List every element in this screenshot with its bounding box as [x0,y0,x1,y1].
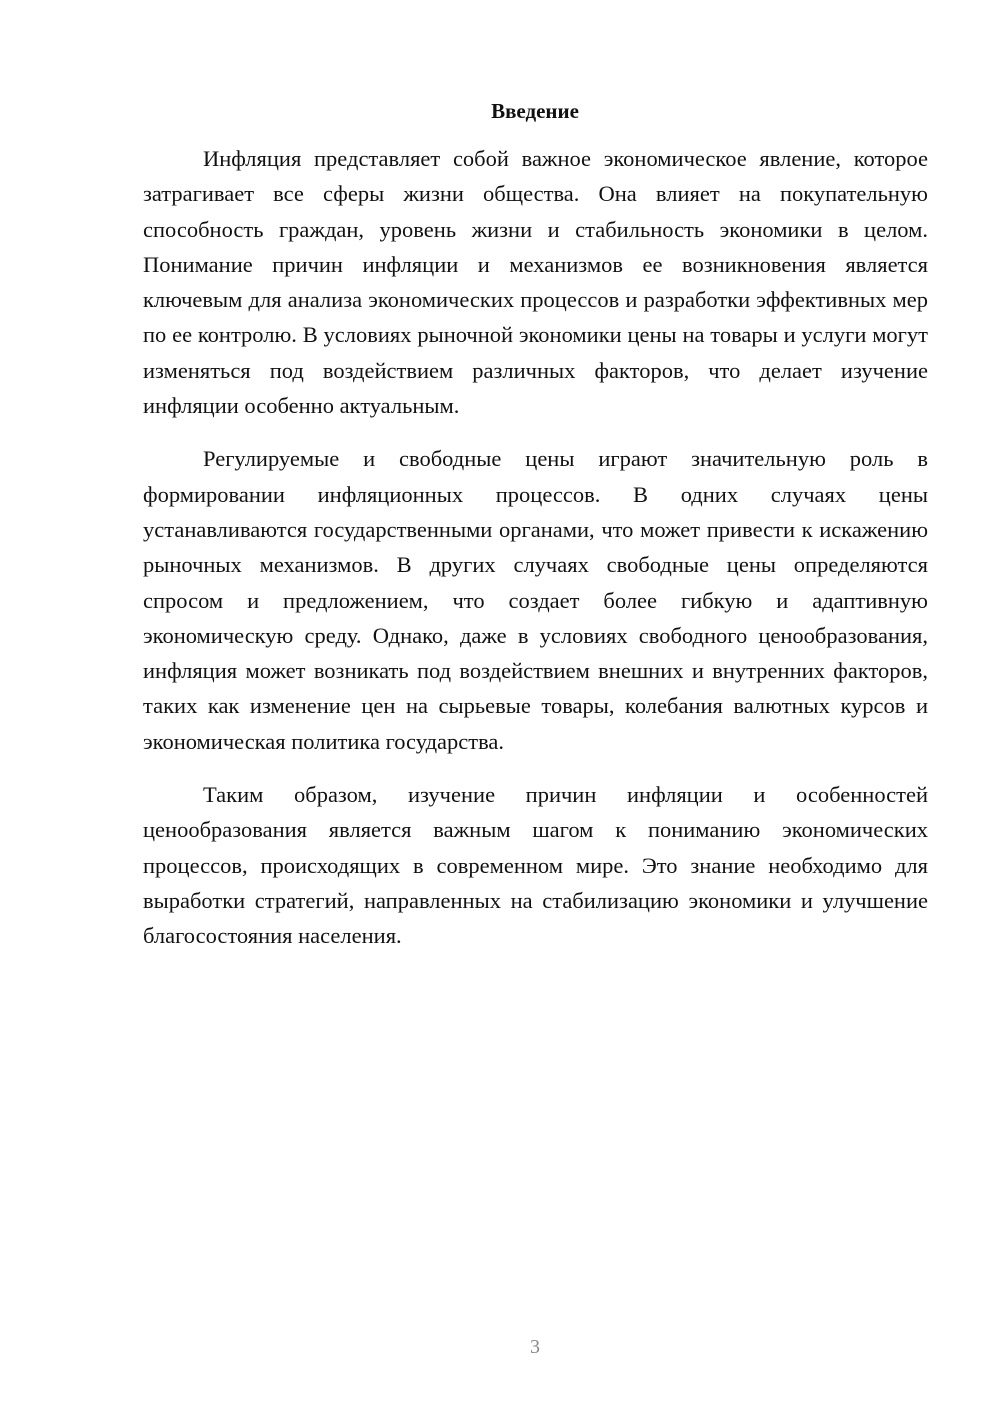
document-body [143,141,928,972]
paragraph-2: Регулируемые и свободные цены играют значительную роль в формировании инфляционных процессов. В одних случаях цены устанавливаются государственными органами, что может привести к искажению рыночных механизмов. В других случаях свободные цены определяются спросом и предложением, что создает более гибкую и адаптивную экономическую среду. Однако, даже в условиях свободного ценообразования, инфляция может возникать под воздействием внешних и внутренних факторов, таких как изменение цен на сырьевые товары, колебания валютных курсов и экономическая политика государства. [143,446,928,754]
page-number: 3 [530,1336,540,1358]
paragraph-3: Таким образом, изучение причин инфляции и особенностей ценообразования является важным шагом к пониманию экономических процессов, происходящих в современном мире. Это знание необходимо для выработки стратегий, направленных на стабилизацию экономики и улучшение благосостояния населения. [143,782,928,949]
section-title: Введение [491,99,579,123]
paragraph-1: Инфляция представляет собой важное экономическое явление, которое затрагивает все сферы жизни общества. Она влияет на покупательную способность граждан, уровень жизни и стабильность экономики в целом. Понимание причин инфляции и механизмов ее возникновения является ключевым для анализа экономических процессов и разработки эффективных мер по ее контролю. В условиях рыночной экономики цены на товары и услуги могут изменяться под воздействием различных факторов, что делает изучение инфляции особенно актуальным. [143,146,928,419]
